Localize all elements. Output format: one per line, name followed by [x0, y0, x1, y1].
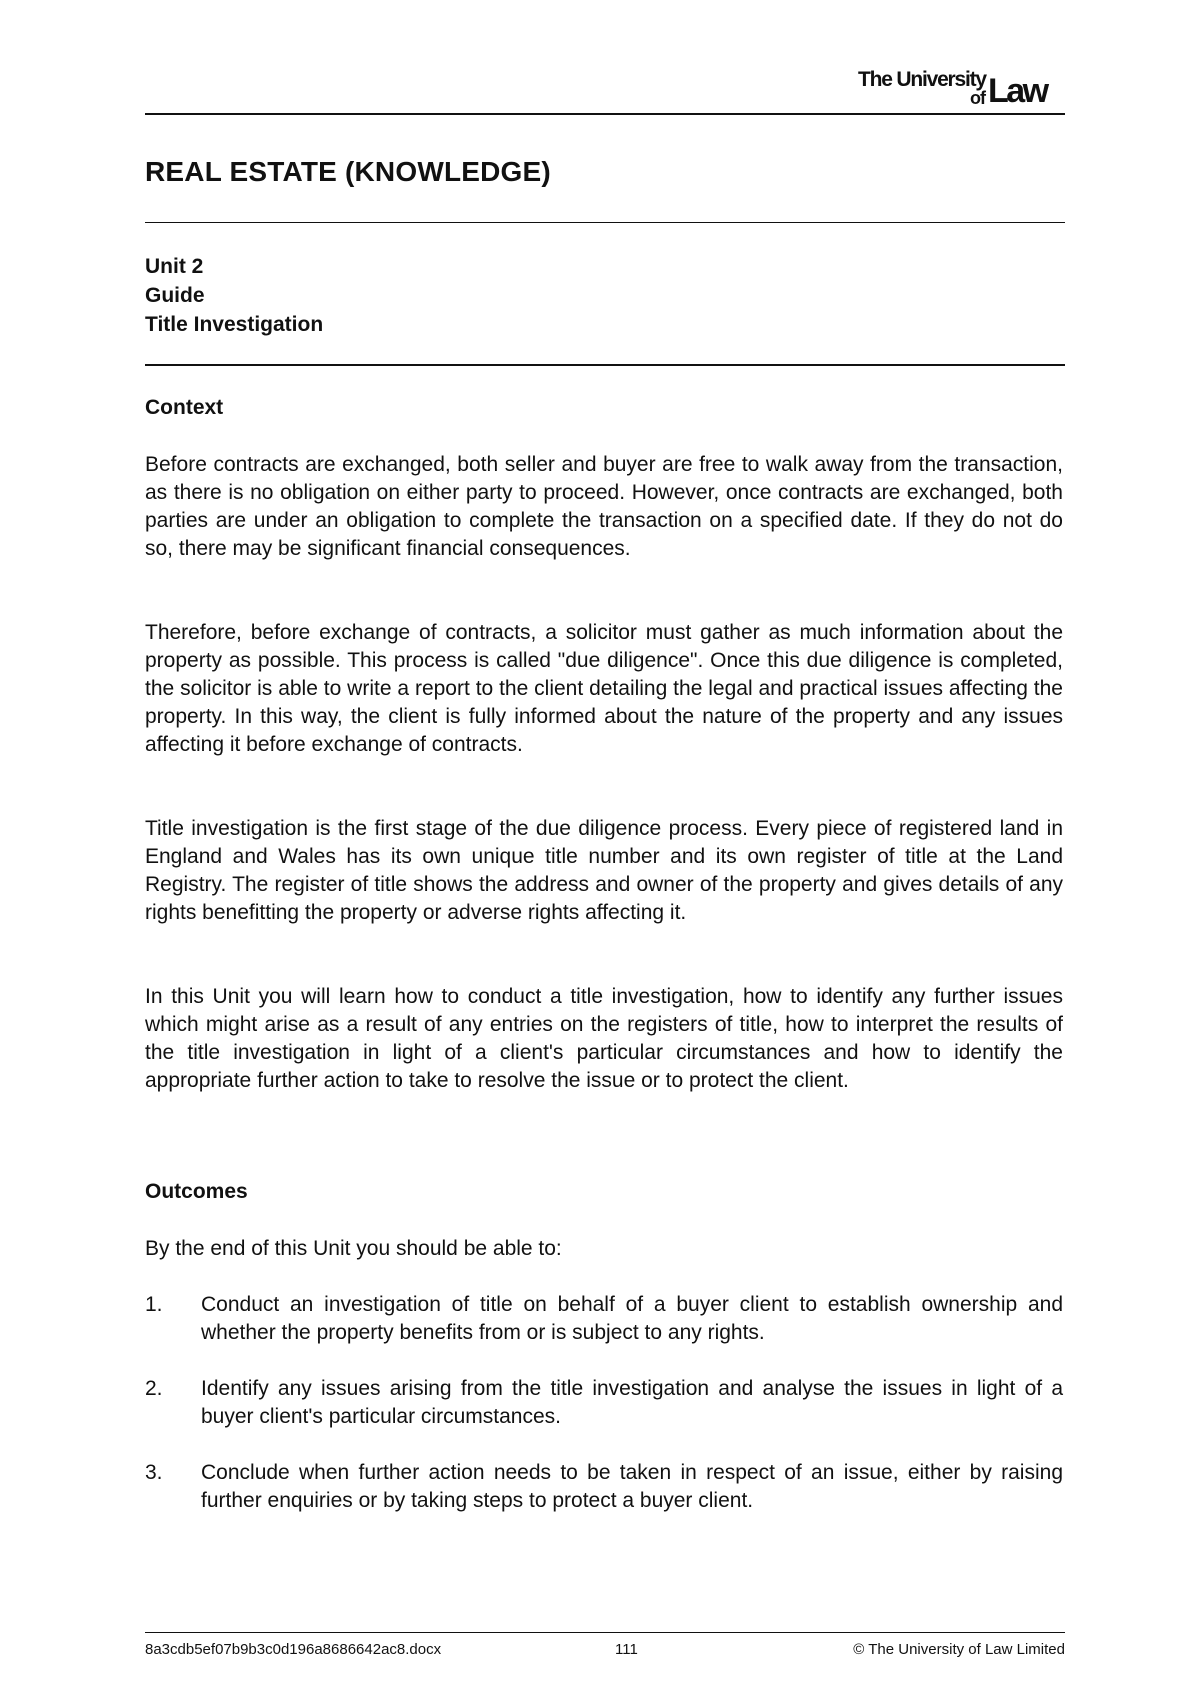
- context-paragraph: Title investigation is the first stage of the due diligence process. Every piece of registered land in England and Wales has its own unique title number and its own register of title at the Land Registry. The register of title shows the address and owner of the property and gives details of any rights benefitting the property or adverse rights affecting it.: [145, 817, 1063, 924]
- unit-type: Guide: [145, 284, 205, 307]
- title-divider: [145, 222, 1065, 223]
- logo-text-law: Law: [988, 72, 1047, 110]
- context-paragraph: Before contracts are exchanged, both seller and buyer are free to walk away from the transaction, as there is no obligation on either party to proceed. However, once contracts are exchanged, both parties are under an obligation to complete the transaction on a specified date. If they do not do so, there may be significant financial consequences.: [145, 453, 1063, 560]
- unit-divider: [145, 364, 1065, 366]
- document-title: REAL ESTATE (KNOWLEDGE): [145, 156, 551, 187]
- footer-divider: [145, 1632, 1065, 1633]
- outcome-text: Conduct an investigation of title on behalf of a buyer client to establish ownership and whether the property benefits from or is subject to any rights.: [201, 1293, 1063, 1344]
- footer-filename: 8a3cdb5ef07b9b3c0d196a8686642ac8.docx: [145, 1641, 442, 1658]
- footer-copyright: © The University of Law Limited: [853, 1641, 1065, 1658]
- outcomes-heading: Outcomes: [145, 1180, 248, 1203]
- unit-info: [145, 252, 323, 339]
- university-of-law-logo: [858, 68, 1068, 108]
- outcome-text: Conclude when further action needs to be taken in respect of an issue, either by raising further enquiries or by taking steps to protect a buyer client.: [201, 1461, 1063, 1512]
- unit-number: Unit 2: [145, 255, 204, 278]
- logo-text-of: of: [970, 88, 985, 108]
- context-paragraph: In this Unit you will learn how to conduct a title investigation, how to identify any further issues which might arise as a result of any entries on the registers of title, how to interpret the results of the title investigation in light of a client's particular circumstances and how to identify the appropriate further action to take to resolve the issue or to protect the client.: [145, 985, 1063, 1092]
- outcome-text: Identify any issues arising from the title investigation and analyse the issues in light of a buyer client's particular circumstances.: [201, 1377, 1063, 1428]
- context-paragraph: Therefore, before exchange of contracts, a solicitor must gather as much information about the property as possible. This process is called "due diligence". Once this due diligence is completed, the solicitor is able to write a report to the client detailing the legal and practical issues affecting the property. In this way, the client is fully informed about the nature of the property and any issues affecting it before exchange of contracts.: [145, 621, 1063, 756]
- footer-page-number: 111: [615, 1641, 638, 1658]
- header-divider: [145, 113, 1065, 115]
- context-heading: Context: [145, 396, 224, 419]
- outcome-number: 3.: [145, 1461, 163, 1484]
- unit-topic: Title Investigation: [145, 313, 324, 336]
- outcome-number: 1.: [145, 1293, 163, 1316]
- outcomes-intro: By the end of this Unit you should be able to:: [145, 1237, 562, 1260]
- outcome-number: 2.: [145, 1377, 163, 1400]
- logo-text-university: The University: [858, 68, 986, 91]
